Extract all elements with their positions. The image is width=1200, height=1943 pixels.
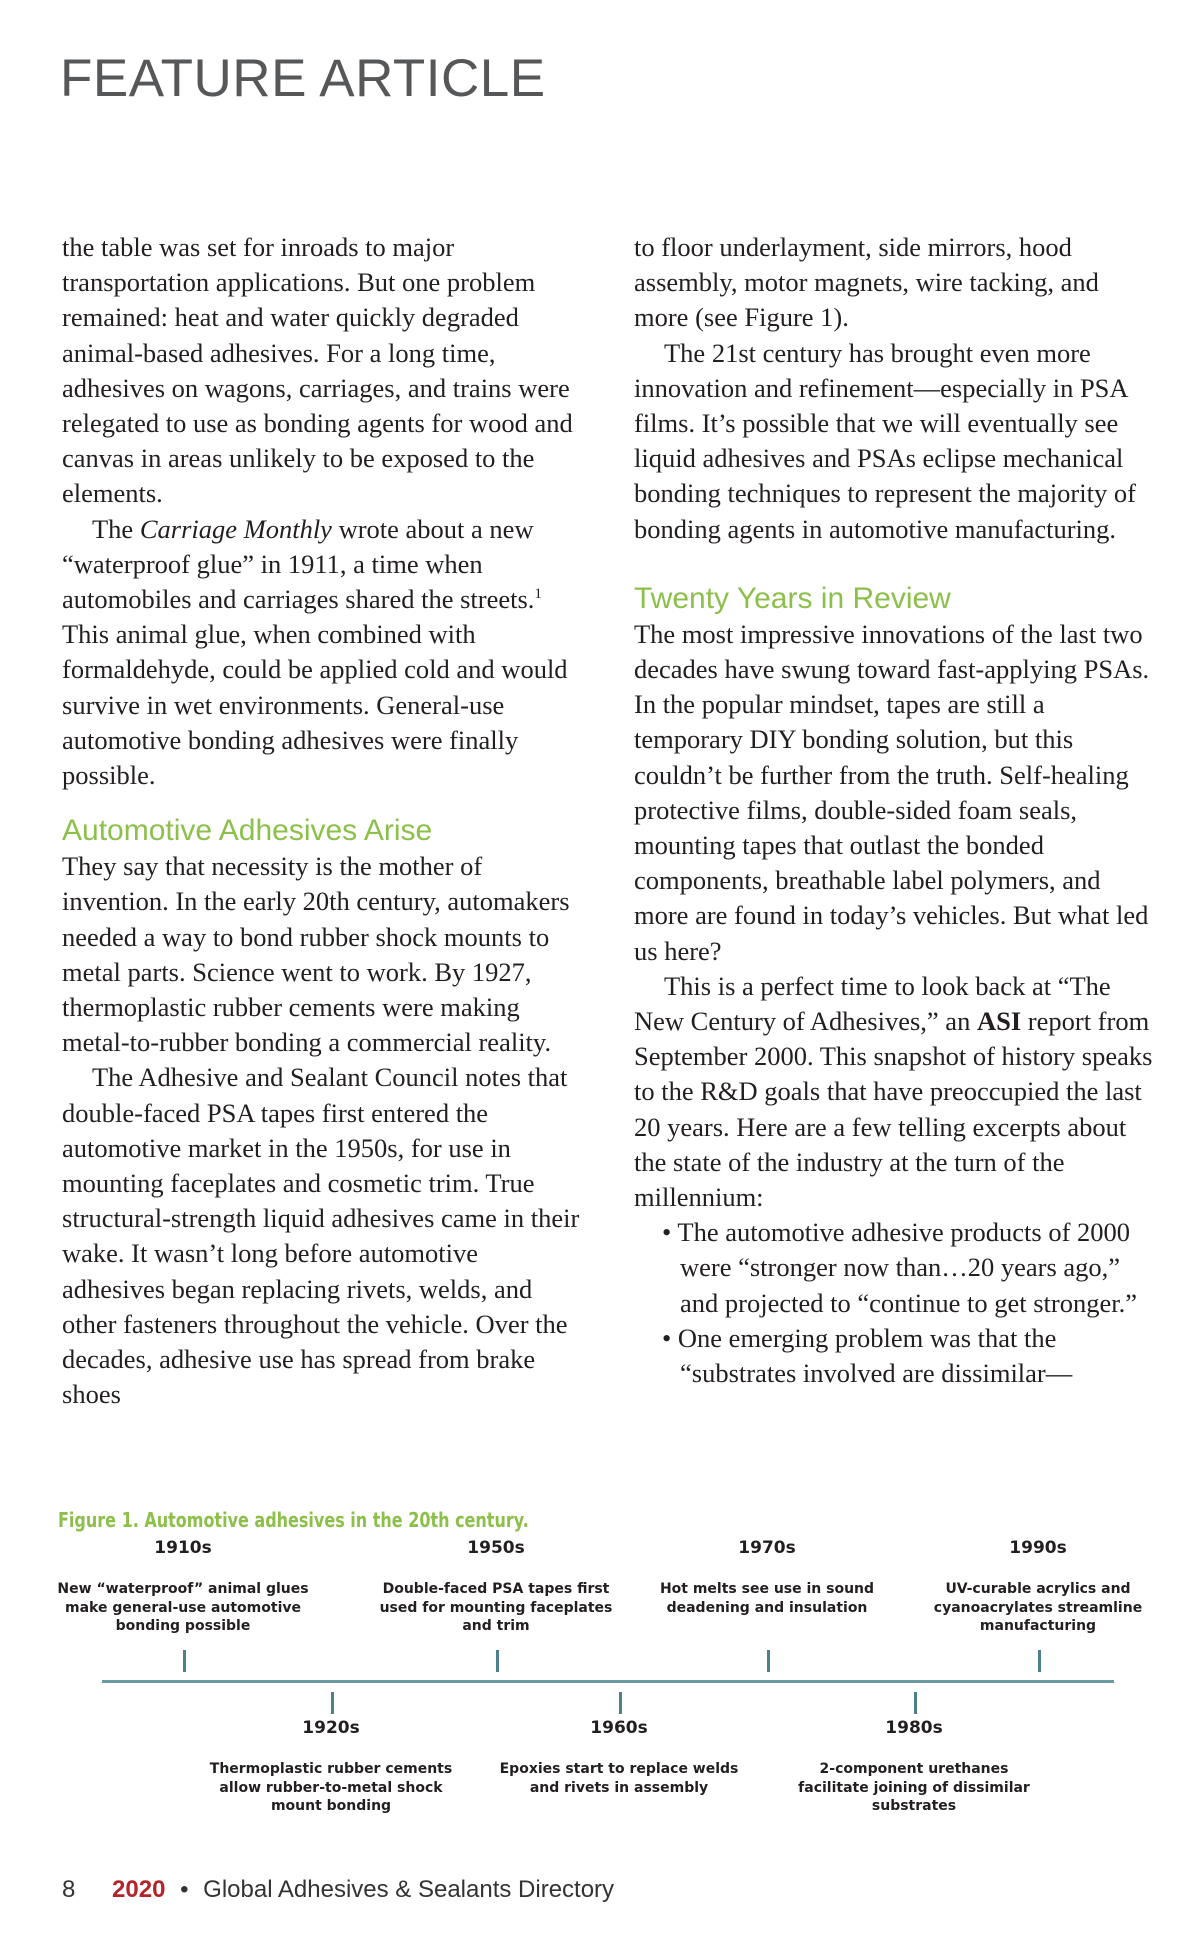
timeline-tick bbox=[183, 1650, 186, 1672]
timeline-tick bbox=[331, 1692, 334, 1714]
timeline-description: New “waterproof” animal glues make general-use automotive bonding possible bbox=[57, 1581, 309, 1634]
figure-caption: Figure 1. Automotive adhesives in the 20th century. bbox=[58, 1508, 529, 1532]
timeline-tick bbox=[1038, 1650, 1041, 1672]
timeline-axis bbox=[102, 1680, 1114, 1683]
timeline-description: Double-faced PSA tapes first used for mounting faceplates and trim bbox=[379, 1581, 613, 1634]
section-heading: Twenty Years in Review bbox=[634, 581, 951, 615]
timeline-description: Epoxies start to replace welds and rivets in assembly bbox=[499, 1761, 739, 1796]
article-left-column bbox=[62, 230, 582, 1413]
timeline-year: 1920s bbox=[302, 1718, 360, 1738]
timeline-year: 1910s bbox=[154, 1538, 212, 1558]
footer-year: 2020 bbox=[112, 1876, 166, 1903]
timeline-description: UV-curable acrylics and cyanoacrylates streamline manufacturing bbox=[933, 1581, 1143, 1634]
bullet-item: • The automotive adhesive products of 2000 were “stronger now than…20 years ago,” and projected to “continue to get stronger.” bbox=[662, 1217, 1137, 1318]
timeline-year: 1990s bbox=[1009, 1538, 1067, 1558]
timeline-year: 1960s bbox=[590, 1718, 648, 1738]
timeline-tick bbox=[619, 1692, 622, 1714]
timeline-description: 2-component urethanes facilitate joining of dissimilar substrates bbox=[798, 1761, 1030, 1814]
paragraph: to floor underlayment, side mirrors, hood assembly, motor magnets, wire tacking, and more (see Figure 1). bbox=[634, 232, 1099, 333]
timeline-event bbox=[489, 1718, 749, 1797]
timeline-event bbox=[53, 1538, 313, 1636]
paragraph: the table was set for inroads to major transportation applications. But one problem remained: heat and water quickly degraded animal-based adhesives. For a long time, adhesives on wagons, carriages, and trains were relegated to use as bonding agents for wood and canvas in areas unlikely to be exposed to the elements. bbox=[62, 232, 573, 509]
paragraph: The Carriage Monthly wrote about a new “waterproof glue” in 1911, a time when automobiles and carriages shared the streets.$^1$ This animal glue, when combined with formaldehyde, could be applied cold and would survive in wet environments. General-use automotive bonding adhesives were finally possible. bbox=[62, 513, 568, 791]
paragraph: The 21st century has brought even more innovation and refinement—especially in PSA films. It’s possible that we will eventually see liquid adhesives and PSAs eclipse mechanical bonding techniques to represent the majority of bonding agents in automotive manufacturing. bbox=[634, 337, 1136, 544]
publication-name: Global Adhesives & Sealants Directory bbox=[203, 1876, 615, 1903]
timeline-event bbox=[784, 1718, 1044, 1816]
timeline-year: 1950s bbox=[467, 1538, 525, 1558]
page-footer bbox=[62, 1876, 614, 1904]
bullet-item: • One emerging problem was that the “substrates involved are dissimilar— bbox=[662, 1322, 1073, 1389]
timeline-event bbox=[908, 1538, 1168, 1636]
timeline-description: Hot melts see use in sound deadening and insulation bbox=[659, 1581, 875, 1616]
paragraph: This is a perfect time to look back at “The New Century of Adhesives,” an ASI report from September 2000. This snapshot of history speaks to the R&D goals that have preoccupied the last 20 years. Here are a few telling excerpts about the state of the industry at the turn of the millennium: bbox=[634, 970, 1153, 1213]
timeline-tick bbox=[914, 1692, 917, 1714]
article-right-column bbox=[634, 230, 1154, 1391]
paragraph: The most impressive innovations of the last two decades have swung toward fast-applying PSAs. In the popular mindset, tapes are still a temporary DIY bonding solution, but this couldn’t be further from the truth. Self-healing protective films, double-sided foam seals, mounting tapes that outlast the bonded components, breathable label polymers, and more are found in today’s vehicles. But what led us here? bbox=[634, 618, 1150, 966]
paragraph: They say that necessity is the mother of invention. In the early 20th century, automakers needed a way to bond rubber shock mounts to metal parts. Science went to work. By 1927, thermoplastic rubber cements were making metal-to-rubber bonding a commercial reality. bbox=[62, 851, 570, 1058]
timeline-event bbox=[366, 1538, 626, 1636]
paragraph: The Adhesive and Sealant Council notes that double-faced PSA tapes first entered the automotive market in the 1950s, for use in mounting faceplates and cosmetic trim. True structural-strength liquid adhesives came in their wake. It wasn’t long before automotive adhesives began replacing rivets, welds, and other fasteners throughout the vehicle. Over the decades, adhesive use has spread from brake shoes bbox=[62, 1062, 580, 1410]
organization-name: ASI bbox=[976, 1006, 1022, 1037]
footnote-marker: 1 bbox=[534, 586, 542, 603]
timeline-tick bbox=[496, 1650, 499, 1672]
page-number: 8 bbox=[62, 1876, 76, 1903]
footer-bullet: • bbox=[180, 1876, 189, 1903]
section-heading: Automotive Adhesives Arise bbox=[62, 814, 433, 848]
timeline-description: Thermoplastic rubber cements allow rubber-to-metal shock mount bonding bbox=[209, 1761, 453, 1814]
timeline-tick bbox=[767, 1650, 770, 1672]
timeline-event bbox=[637, 1538, 897, 1617]
timeline-event bbox=[201, 1718, 461, 1816]
timeline-year: 1970s bbox=[738, 1538, 796, 1558]
publication-title: Carriage Monthly bbox=[139, 513, 332, 544]
timeline-year: 1980s bbox=[885, 1718, 943, 1738]
section-title: FEATURE ARTICLE bbox=[60, 49, 546, 108]
